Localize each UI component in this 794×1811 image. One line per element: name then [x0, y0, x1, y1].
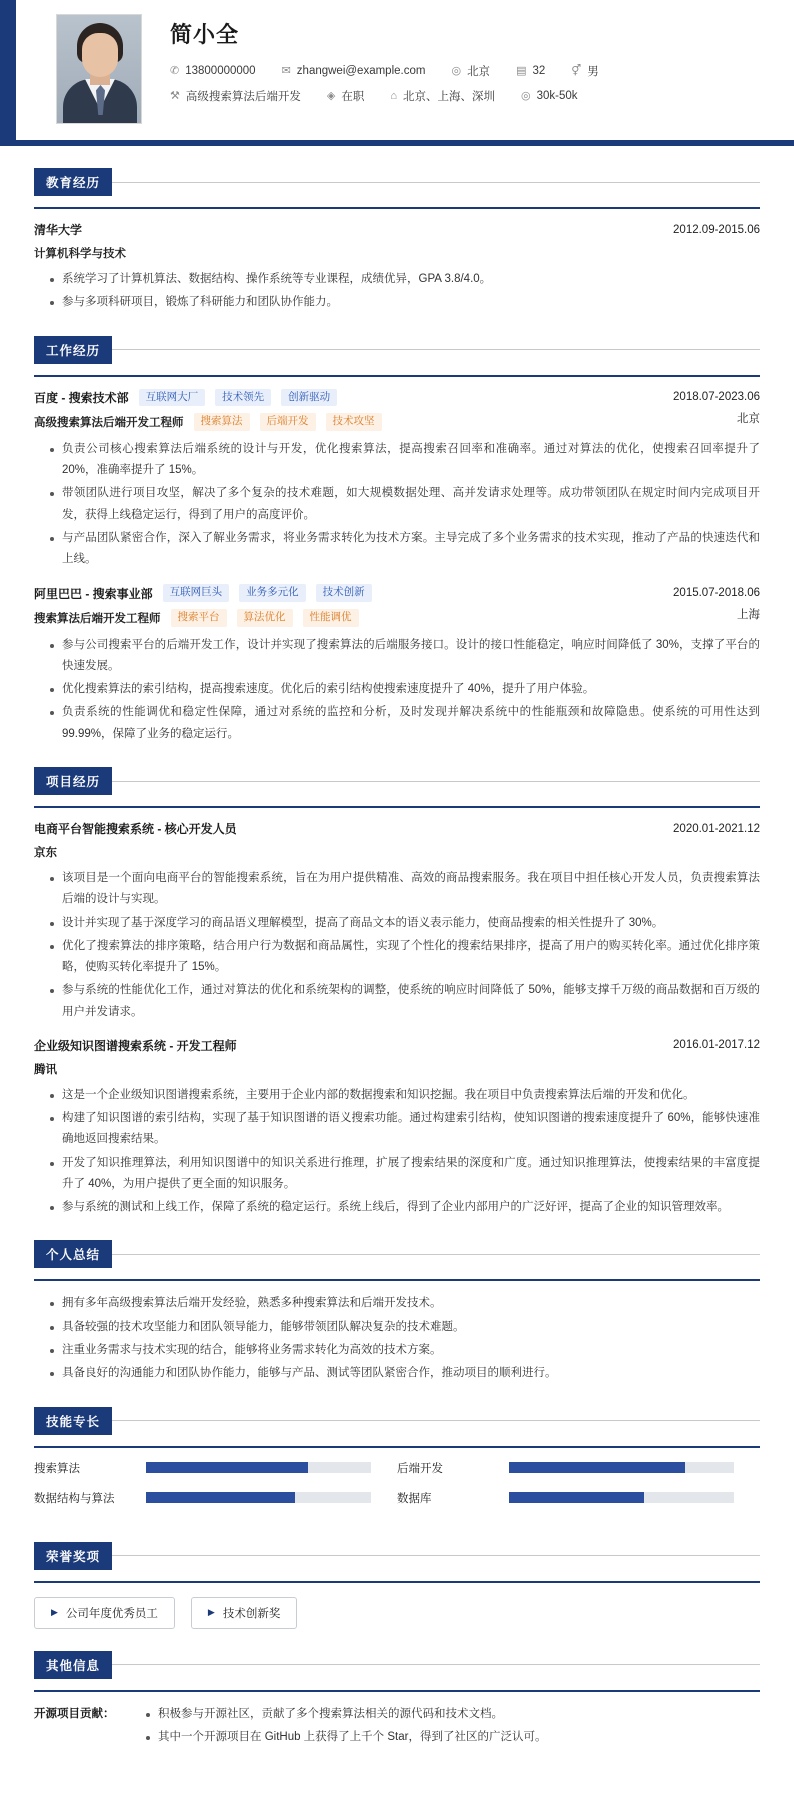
list-item: 系统学习了计算机算法、数据结构、操作系统等专业课程，成绩优异，GPA 3.8/4.0。 [50, 269, 760, 290]
list-item: 积极参与开源社区，贡献了多个搜索算法相关的源代码和技术文档。 [146, 1704, 760, 1725]
heading-underline [34, 1581, 760, 1583]
list-item: 具备较强的技术攻坚能力和团队领导能力，能够带领团队解决复杂的技术难题。 [50, 1317, 760, 1338]
skill-bar-fill [509, 1492, 644, 1503]
mail-icon: ✉ [281, 64, 291, 77]
skill-bar-track [509, 1462, 734, 1473]
city-icon: ⌂ [390, 89, 397, 102]
work-bullets [34, 635, 760, 745]
skill-label: 数据库 [397, 1492, 432, 1505]
play-triangle-icon: ▶ [51, 1607, 58, 1618]
list-item: 开发了知识推理算法，利用知识图谱中的知识关系进行推理，扩展了搜索结果的深度和广度。通过知识推理算法，使搜索结果的丰富度提升了 40%，为用户提供了更全面的知识服务。 [50, 1153, 760, 1196]
list-item: 与产品团队紧密合作，深入了解业务需求，将业务需求转化为技术方案。主导完成了多个业务需求的技术实现，推动了产品的快速迭代和上线。 [50, 528, 760, 571]
age-icon: ▤ [516, 64, 527, 77]
other-row [34, 1704, 760, 1751]
skills-heading [34, 1407, 760, 1435]
position-tag: 技术攻坚 [326, 413, 382, 431]
contact-location [451, 63, 490, 79]
skill-label: 后端开发 [397, 1462, 443, 1475]
desired-position [170, 88, 301, 104]
award-label: 技术创新奖 [222, 1607, 281, 1620]
company-tag: 技术创新 [316, 584, 372, 602]
briefcase-icon: ⚒ [170, 89, 180, 102]
list-item: 该项目是一个面向电商平台的智能搜索系统，旨在为用户提供精准、高效的商品搜索服务。我在项目中担任核心开发人员，负责搜索算法后端的设计与实现。 [50, 868, 760, 911]
award-item [34, 1597, 175, 1629]
education-bullets [34, 269, 760, 314]
candidate-name: 简小全 [170, 22, 240, 47]
heading-rule [110, 1664, 760, 1665]
company-tag: 互联网巨头 [163, 584, 230, 602]
skill-bar-fill [509, 1462, 685, 1473]
heading-underline [34, 1690, 760, 1692]
heading-underline [34, 207, 760, 209]
award-item [191, 1597, 297, 1629]
work-heading [34, 336, 760, 364]
contact-age-text: 32 [532, 65, 546, 77]
contact-row-1 [170, 63, 764, 79]
heading-rule [110, 1254, 760, 1255]
skills-list [34, 1460, 760, 1520]
awards-title: 荣誉奖项 [34, 1542, 112, 1570]
skill-item [34, 1490, 397, 1506]
bottom-spacer [34, 1750, 760, 1760]
location-icon: ◎ [451, 64, 462, 77]
work-position [34, 413, 382, 431]
summary-title: 个人总结 [34, 1240, 112, 1268]
skill-label: 搜索算法 [34, 1462, 80, 1475]
work-company [34, 389, 337, 407]
heading-underline [34, 1279, 760, 1281]
heading-rule [110, 182, 760, 183]
project-org: 京东 [34, 847, 57, 860]
education-heading [34, 168, 760, 196]
other-title: 其他信息 [34, 1651, 112, 1679]
education-entry [34, 221, 760, 314]
phone-icon: ✆ [170, 64, 180, 77]
contact-row-2 [170, 88, 764, 104]
contact-gender-text: 男 [587, 66, 599, 78]
heading-underline [34, 1446, 760, 1448]
company-tag: 创新驱动 [281, 389, 337, 407]
contact-age [516, 65, 545, 77]
resume-header [0, 0, 794, 146]
heading-rule [110, 349, 760, 350]
skill-item [397, 1460, 760, 1476]
list-item: 优化搜索算法的索引结构，提高搜索速度。优化后的索引结构使搜索速度提升了 40%，提升了用户体验。 [50, 679, 760, 700]
position-tag: 后端开发 [260, 413, 316, 431]
education-school: 清华大学 [34, 223, 83, 237]
project-entry [34, 820, 760, 1023]
project-date: 2016.01-2017.12 [673, 1039, 760, 1052]
list-item: 参与多项科研项目，锻炼了科研能力和团队协作能力。 [50, 292, 760, 313]
position-tag: 搜索算法 [194, 413, 250, 431]
contact-phone [170, 65, 256, 77]
project-name: 电商平台智能搜索系统 - 核心开发人员 [34, 822, 237, 837]
salary-icon: ◎ [521, 89, 531, 102]
play-triangle-icon: ▶ [207, 1607, 215, 1618]
skill-bar-fill [146, 1492, 295, 1503]
education-major: 计算机科学与技术 [34, 248, 126, 260]
position-tag: 性能调优 [303, 609, 359, 627]
work-entry [34, 389, 760, 571]
desired-salary-text: 30k-50k [536, 90, 578, 102]
contact-gender [571, 63, 598, 79]
skill-item [34, 1460, 397, 1476]
work-entry [34, 584, 760, 745]
contact-email [282, 65, 426, 77]
skill-item [397, 1490, 760, 1506]
skill-label: 数据结构与算法 [34, 1492, 115, 1505]
gender-icon: ⚥ [571, 64, 582, 77]
skill-bar-track [146, 1462, 371, 1473]
project-bullets [34, 1085, 760, 1219]
company-tag: 互联网大厂 [139, 389, 206, 407]
section-education [34, 168, 760, 314]
heading-underline [34, 375, 760, 377]
heading-rule [110, 1420, 760, 1421]
work-position [34, 609, 359, 627]
project-name: 企业级知识图谱搜索系统 - 开发工程师 [34, 1038, 237, 1053]
contact-email-text: zhangwei@example.com [296, 65, 426, 77]
section-projects [34, 767, 760, 1218]
project-date: 2020.01-2021.12 [673, 822, 760, 835]
work-title: 工作经历 [34, 336, 112, 364]
list-item: 负责系统的性能调优和稳定性保障，通过对系统的监控和分析，及时发现并解决系统中的性能瓶颈和故障隐患。使系统的可用性达到 99.99%，保障了业务的稳定运行。 [50, 702, 760, 745]
portrait-photo [56, 14, 142, 124]
skills-title: 技能专长 [34, 1407, 112, 1435]
work-location: 北京 [737, 413, 760, 426]
list-item: 具备良好的沟通能力和团队协作能力，能够与产品、测试等团队紧密合作，推动项目的顺利进行。 [50, 1363, 760, 1384]
desired-position-text: 高级搜索算法后端开发 [185, 91, 301, 103]
heading-rule [110, 781, 760, 782]
status-icon: ◈ [326, 89, 336, 102]
other-label: 开源项目贡献： [34, 1707, 115, 1720]
contact-phone-text: 13800000000 [185, 65, 256, 77]
resume-body [0, 168, 794, 1784]
list-item: 优化了搜索算法的排序策略，结合用户行为数据和商品属性，实现了个性化的搜索结果排序，提高了用户的购买转化率。通过优化排序策略，使购买转化率提升了 15%。 [50, 936, 760, 979]
list-item: 拥有多年高级搜索算法后端开发经验，熟悉多种搜索算法和后端开发技术。 [50, 1293, 760, 1314]
list-item: 负责公司核心搜索算法后端系统的设计与开发，优化搜索算法，提高搜索召回率和准确率。通过对算法的优化，使搜索召回率提升了 20%，准确率提升了 15%。 [50, 439, 760, 482]
award-label: 公司年度优秀员工 [65, 1607, 158, 1620]
desired-cities [390, 88, 495, 104]
section-skills [34, 1407, 760, 1520]
heading-underline [34, 806, 760, 808]
contact-location-text: 北京 [467, 66, 491, 78]
list-item: 其中一个开源项目在 GitHub 上获得了上千个 Star，得到了社区的广泛认可。 [146, 1727, 760, 1748]
project-org: 腾讯 [34, 1063, 57, 1076]
skill-bar-track [146, 1492, 371, 1503]
header-info [170, 14, 764, 113]
desired-cities-text: 北京、上海、深圳 [403, 91, 495, 103]
section-work [34, 336, 760, 745]
list-item: 带领团队进行项目攻坚，解决了多个复杂的技术难题，如大规模数据处理、高并发请求处理等。成功带领团队在规定时间内完成项目开发，获得上线稳定运行，得到了用户的高度评价。 [50, 483, 760, 526]
skill-bar-track [509, 1492, 734, 1503]
section-other [34, 1651, 760, 1751]
projects-heading [34, 767, 760, 795]
work-bullets [34, 439, 760, 571]
project-bullets [34, 868, 760, 1023]
other-body [130, 1704, 760, 1751]
list-item: 这是一个企业级知识图谱搜索系统，主要用于企业内部的数据搜索和知识挖掘。我在项目中负责搜索算法后端的开发和优化。 [50, 1085, 760, 1106]
project-entry [34, 1037, 760, 1219]
position-tag: 算法优化 [237, 609, 293, 627]
position-tag: 搜索平台 [171, 609, 227, 627]
education-title: 教育经历 [34, 168, 112, 196]
work-company-name: 百度 - 搜索技术部 [34, 390, 129, 405]
company-tag: 业务多元化 [239, 584, 306, 602]
other-bullets [130, 1704, 760, 1749]
skill-bar-fill [146, 1462, 308, 1473]
list-item: 参与系统的测试和上线工作，保障了系统的稳定运行。系统上线后，得到了企业内部用户的广泛好评，提高了企业的知识管理效率。 [50, 1197, 760, 1218]
work-date: 2018.07-2023.06 [673, 391, 760, 404]
work-date: 2015.07-2018.06 [673, 587, 760, 600]
summary-bullets [34, 1293, 760, 1384]
company-tag: 技术领先 [215, 389, 271, 407]
list-item: 设计并实现了基于深度学习的商品语义理解模型，提高了商品文本的语义表示能力，使商品搜索的相关性提升了 30%。 [50, 913, 760, 934]
awards-heading [34, 1542, 760, 1570]
desired-salary [521, 90, 578, 102]
projects-title: 项目经历 [34, 767, 112, 795]
section-awards [34, 1542, 760, 1629]
work-company-name: 阿里巴巴 - 搜索事业部 [34, 586, 153, 601]
job-status [327, 88, 364, 104]
section-summary [34, 1240, 760, 1384]
work-position-name: 高级搜索算法后端开发工程师 [34, 416, 184, 429]
list-item: 参与系统的性能优化工作，通过对算法的优化和系统架构的调整，使系统的响应时间降低了 50%，能够支撑千万级的商品数据和百万级的用户并发请求。 [50, 980, 760, 1023]
summary-heading [34, 1240, 760, 1268]
work-company [34, 584, 372, 602]
list-item: 构建了知识图谱的索引结构，实现了基于知识图谱的语义搜索功能。通过构建索引结构，使知识图谱的搜索速度提升了 60%，能够快速准确地返回搜索结果。 [50, 1108, 760, 1151]
education-date: 2012.09-2015.06 [673, 223, 760, 236]
work-position-name: 搜索算法后端开发工程师 [34, 612, 161, 625]
work-location: 上海 [737, 609, 760, 622]
list-item: 参与公司搜索平台的后端开发工作，设计并实现了搜索算法的后端服务接口。设计的接口性能稳定，响应时间降低了 30%，支撑了平台的快速发展。 [50, 635, 760, 678]
job-status-text: 在职 [341, 91, 365, 103]
awards-list [34, 1597, 760, 1629]
heading-rule [110, 1555, 760, 1556]
list-item: 注重业务需求与技术实现的结合，能够将业务需求转化为高效的技术方案。 [50, 1340, 760, 1361]
other-heading [34, 1651, 760, 1679]
